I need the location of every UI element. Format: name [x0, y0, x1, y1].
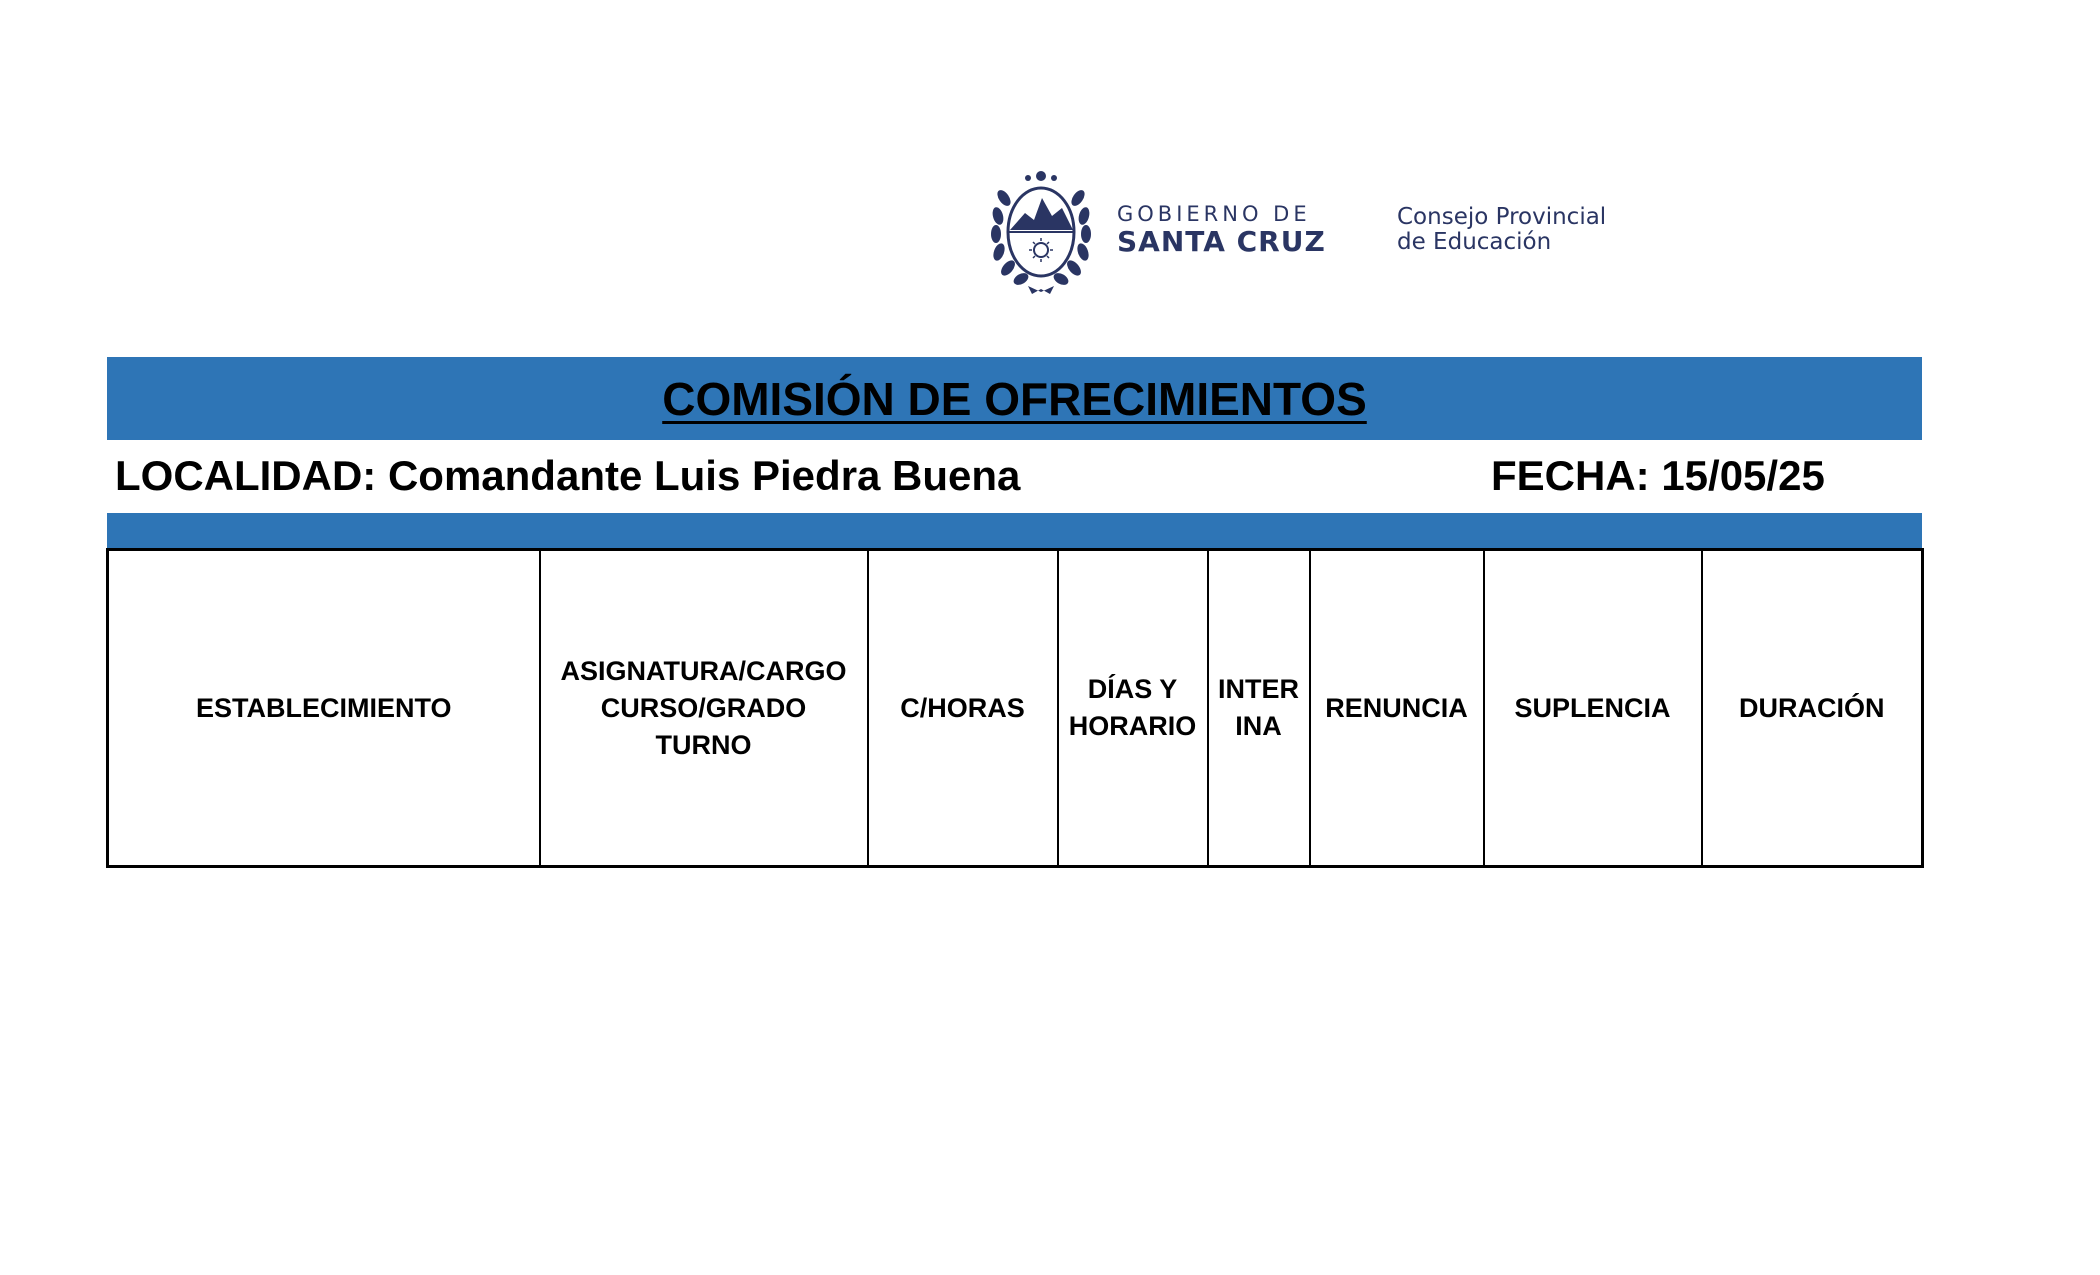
column-header-establecimiento: ESTABLECIMIENTO — [108, 550, 540, 867]
column-header-asignatura: ASIGNATURA/CARGO CURSO/GRADO TURNO — [540, 550, 868, 867]
santa-cruz-crest-icon — [990, 168, 1092, 296]
council-wordmark — [1397, 205, 1606, 255]
government-wordmark — [1117, 202, 1326, 258]
council-line-1: Consejo Provincial — [1397, 204, 1607, 230]
info-row — [107, 440, 1922, 513]
title-bar — [107, 357, 1922, 440]
column-header-choras: C/HORAS — [868, 550, 1058, 867]
localidad-label: LOCALIDAD: Comandante Luis Piedra Buena — [115, 452, 1021, 499]
council-line-2: de Educación — [1397, 229, 1552, 255]
fecha-label: FECHA: 15/05/25 — [1491, 452, 1825, 499]
column-header-interina: INTER INA — [1208, 550, 1310, 867]
column-header-suplencia: SUPLENCIA — [1484, 550, 1702, 867]
blue-divider-bar — [107, 513, 1922, 548]
header-logo-area — [990, 168, 1630, 296]
gov-line-1: GOBIERNO DE — [1117, 202, 1311, 226]
offers-table — [106, 548, 1924, 868]
column-header-dias-horario: DÍAS Y HORARIO — [1058, 550, 1208, 867]
page-title: COMISIÓN DE OFRECIMIENTOS — [662, 372, 1367, 425]
column-header-renuncia: RENUNCIA — [1310, 550, 1484, 867]
gov-line-2: SANTA CRUZ — [1117, 225, 1326, 258]
column-header-duracion: DURACIÓN — [1702, 550, 1923, 867]
table-header-row — [108, 550, 1923, 867]
